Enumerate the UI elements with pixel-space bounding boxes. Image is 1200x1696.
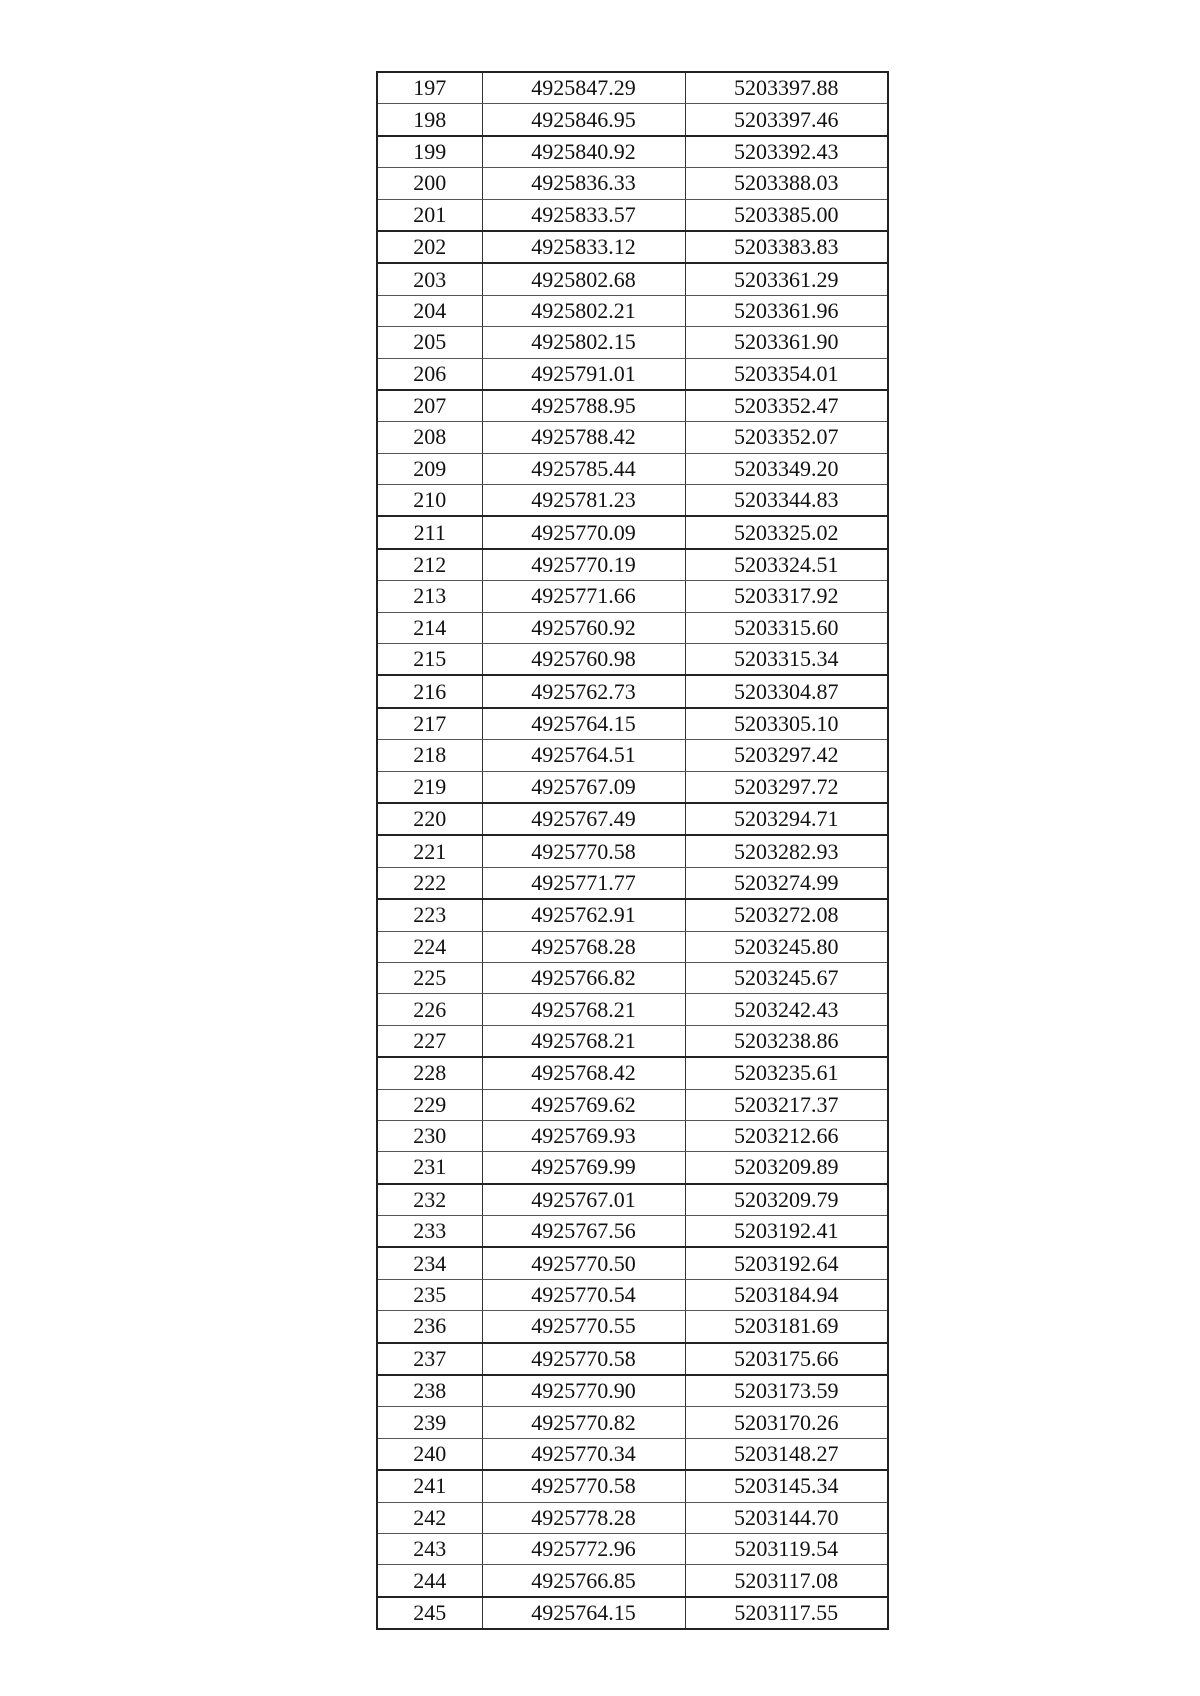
table-row (377, 1247, 888, 1279)
y-coordinate-cell: 5203392.43 (685, 136, 888, 168)
table-row (377, 899, 888, 931)
y-coordinate-cell: 5203173.59 (685, 1375, 888, 1407)
table-row (377, 1407, 888, 1438)
point-number-cell: 221 (377, 835, 482, 867)
point-number-cell: 229 (377, 1089, 482, 1120)
x-coordinate-cell: 4925770.82 (482, 1407, 685, 1438)
y-coordinate-cell: 5203145.34 (685, 1470, 888, 1502)
x-coordinate-cell: 4925778.28 (482, 1502, 685, 1533)
point-number-cell: 212 (377, 549, 482, 581)
y-coordinate-cell: 5203184.94 (685, 1279, 888, 1310)
table-row (377, 199, 888, 231)
table-row (377, 1311, 888, 1343)
x-coordinate-cell: 4925770.34 (482, 1438, 685, 1470)
point-number-cell: 245 (377, 1597, 482, 1629)
table-row (377, 358, 888, 390)
y-coordinate-cell: 5203383.83 (685, 231, 888, 263)
y-coordinate-cell: 5203209.89 (685, 1152, 888, 1184)
table-row (377, 803, 888, 835)
point-number-cell: 233 (377, 1216, 482, 1248)
point-number-cell: 232 (377, 1184, 482, 1216)
x-coordinate-cell: 4925768.28 (482, 931, 685, 962)
point-number-cell: 238 (377, 1375, 482, 1407)
x-coordinate-cell: 4925802.68 (482, 263, 685, 295)
y-coordinate-cell: 5203349.20 (685, 453, 888, 484)
table-row (377, 136, 888, 168)
point-number-cell: 227 (377, 1025, 482, 1057)
point-number-cell: 224 (377, 931, 482, 962)
table-row (377, 295, 888, 326)
y-coordinate-cell: 5203315.34 (685, 644, 888, 676)
point-number-cell: 203 (377, 263, 482, 295)
y-coordinate-cell: 5203388.03 (685, 168, 888, 199)
point-number-cell: 201 (377, 199, 482, 231)
point-number-cell: 236 (377, 1311, 482, 1343)
x-coordinate-cell: 4925762.91 (482, 899, 685, 931)
y-coordinate-cell: 5203344.83 (685, 485, 888, 517)
point-number-cell: 197 (377, 72, 482, 104)
x-coordinate-cell: 4925770.90 (482, 1375, 685, 1407)
point-number-cell: 231 (377, 1152, 482, 1184)
y-coordinate-cell: 5203144.70 (685, 1502, 888, 1533)
point-number-cell: 218 (377, 740, 482, 771)
point-number-cell: 226 (377, 994, 482, 1025)
y-coordinate-cell: 5203315.60 (685, 612, 888, 643)
y-coordinate-cell: 5203238.86 (685, 1025, 888, 1057)
point-number-cell: 215 (377, 644, 482, 676)
point-number-cell: 208 (377, 422, 482, 453)
point-number-cell: 211 (377, 516, 482, 548)
table-row (377, 1343, 888, 1375)
table-row (377, 1025, 888, 1057)
y-coordinate-cell: 5203119.54 (685, 1533, 888, 1564)
x-coordinate-cell: 4925769.99 (482, 1152, 685, 1184)
y-coordinate-cell: 5203352.47 (685, 390, 888, 422)
point-number-cell: 216 (377, 675, 482, 707)
y-coordinate-cell: 5203361.29 (685, 263, 888, 295)
table-row (377, 1597, 888, 1629)
x-coordinate-cell: 4925762.73 (482, 675, 685, 707)
table-row (377, 675, 888, 707)
table-row (377, 835, 888, 867)
y-coordinate-cell: 5203209.79 (685, 1184, 888, 1216)
y-coordinate-cell: 5203325.02 (685, 516, 888, 548)
table-row (377, 1438, 888, 1470)
y-coordinate-cell: 5203212.66 (685, 1120, 888, 1151)
point-number-cell: 222 (377, 867, 482, 899)
point-number-cell: 228 (377, 1057, 482, 1089)
table-row (377, 612, 888, 643)
y-coordinate-cell: 5203117.08 (685, 1565, 888, 1597)
point-number-cell: 198 (377, 104, 482, 136)
point-number-cell: 235 (377, 1279, 482, 1310)
x-coordinate-cell: 4925764.51 (482, 740, 685, 771)
x-coordinate-cell: 4925768.21 (482, 994, 685, 1025)
table-row (377, 104, 888, 136)
point-number-cell: 223 (377, 899, 482, 931)
table-row (377, 740, 888, 771)
x-coordinate-cell: 4925770.55 (482, 1311, 685, 1343)
point-number-cell: 225 (377, 962, 482, 993)
point-number-cell: 207 (377, 390, 482, 422)
y-coordinate-cell: 5203361.96 (685, 295, 888, 326)
table-row (377, 549, 888, 581)
x-coordinate-cell: 4925767.01 (482, 1184, 685, 1216)
x-coordinate-cell: 4925767.09 (482, 771, 685, 803)
point-number-cell: 230 (377, 1120, 482, 1151)
point-number-cell: 241 (377, 1470, 482, 1502)
y-coordinate-cell: 5203148.27 (685, 1438, 888, 1470)
point-number-cell: 217 (377, 708, 482, 740)
table-row (377, 1089, 888, 1120)
point-number-cell: 242 (377, 1502, 482, 1533)
point-number-cell: 219 (377, 771, 482, 803)
y-coordinate-cell: 5203305.10 (685, 708, 888, 740)
y-coordinate-cell: 5203217.37 (685, 1089, 888, 1120)
table-row (377, 1470, 888, 1502)
x-coordinate-cell: 4925802.15 (482, 327, 685, 358)
y-coordinate-cell: 5203304.87 (685, 675, 888, 707)
x-coordinate-cell: 4925788.42 (482, 422, 685, 453)
x-coordinate-cell: 4925802.21 (482, 295, 685, 326)
table-row (377, 994, 888, 1025)
x-coordinate-cell: 4925840.92 (482, 136, 685, 168)
x-coordinate-cell: 4925768.42 (482, 1057, 685, 1089)
y-coordinate-cell: 5203297.42 (685, 740, 888, 771)
x-coordinate-cell: 4925836.33 (482, 168, 685, 199)
point-number-cell: 210 (377, 485, 482, 517)
y-coordinate-cell: 5203397.88 (685, 72, 888, 104)
table-row (377, 1184, 888, 1216)
x-coordinate-cell: 4925764.15 (482, 708, 685, 740)
coordinates-table (376, 71, 889, 1630)
table-row (377, 72, 888, 104)
point-number-cell: 204 (377, 295, 482, 326)
x-coordinate-cell: 4925847.29 (482, 72, 685, 104)
x-coordinate-cell: 4925770.09 (482, 516, 685, 548)
point-number-cell: 240 (377, 1438, 482, 1470)
table-row (377, 263, 888, 295)
x-coordinate-cell: 4925770.58 (482, 835, 685, 867)
y-coordinate-cell: 5203282.93 (685, 835, 888, 867)
table-row (377, 1057, 888, 1089)
y-coordinate-cell: 5203352.07 (685, 422, 888, 453)
y-coordinate-cell: 5203181.69 (685, 1311, 888, 1343)
x-coordinate-cell: 4925770.50 (482, 1247, 685, 1279)
table-row (377, 453, 888, 484)
table-row (377, 1533, 888, 1564)
table-row (377, 1152, 888, 1184)
x-coordinate-cell: 4925766.82 (482, 962, 685, 993)
point-number-cell: 205 (377, 327, 482, 358)
table-row (377, 485, 888, 517)
table-row (377, 962, 888, 993)
y-coordinate-cell: 5203294.71 (685, 803, 888, 835)
table-row (377, 644, 888, 676)
point-number-cell: 220 (377, 803, 482, 835)
x-coordinate-cell: 4925771.77 (482, 867, 685, 899)
x-coordinate-cell: 4925769.93 (482, 1120, 685, 1151)
x-coordinate-cell: 4925770.54 (482, 1279, 685, 1310)
table-row (377, 1120, 888, 1151)
point-number-cell: 243 (377, 1533, 482, 1564)
y-coordinate-cell: 5203324.51 (685, 549, 888, 581)
x-coordinate-cell: 4925788.95 (482, 390, 685, 422)
table-row (377, 708, 888, 740)
y-coordinate-cell: 5203385.00 (685, 199, 888, 231)
point-number-cell: 213 (377, 581, 482, 612)
x-coordinate-cell: 4925760.98 (482, 644, 685, 676)
table-row (377, 581, 888, 612)
table-row (377, 1375, 888, 1407)
y-coordinate-cell: 5203175.66 (685, 1343, 888, 1375)
x-coordinate-cell: 4925760.92 (482, 612, 685, 643)
x-coordinate-cell: 4925767.49 (482, 803, 685, 835)
y-coordinate-cell: 5203245.80 (685, 931, 888, 962)
x-coordinate-cell: 4925766.85 (482, 1565, 685, 1597)
x-coordinate-cell: 4925785.44 (482, 453, 685, 484)
y-coordinate-cell: 5203235.61 (685, 1057, 888, 1089)
y-coordinate-cell: 5203317.92 (685, 581, 888, 612)
table-row (377, 168, 888, 199)
table-row (377, 1565, 888, 1597)
y-coordinate-cell: 5203272.08 (685, 899, 888, 931)
table-row (377, 422, 888, 453)
x-coordinate-cell: 4925770.19 (482, 549, 685, 581)
table-row (377, 1502, 888, 1533)
y-coordinate-cell: 5203297.72 (685, 771, 888, 803)
x-coordinate-cell: 4925768.21 (482, 1025, 685, 1057)
table-row (377, 390, 888, 422)
table-row (377, 771, 888, 803)
x-coordinate-cell: 4925767.56 (482, 1216, 685, 1248)
point-number-cell: 200 (377, 168, 482, 199)
point-number-cell: 234 (377, 1247, 482, 1279)
x-coordinate-cell: 4925770.58 (482, 1470, 685, 1502)
point-number-cell: 206 (377, 358, 482, 390)
point-number-cell: 199 (377, 136, 482, 168)
point-number-cell: 209 (377, 453, 482, 484)
coordinates-table-body (377, 72, 888, 1629)
y-coordinate-cell: 5203170.26 (685, 1407, 888, 1438)
x-coordinate-cell: 4925833.57 (482, 199, 685, 231)
point-number-cell: 202 (377, 231, 482, 263)
table-row (377, 1279, 888, 1310)
y-coordinate-cell: 5203245.67 (685, 962, 888, 993)
y-coordinate-cell: 5203192.41 (685, 1216, 888, 1248)
table-row (377, 867, 888, 899)
x-coordinate-cell: 4925772.96 (482, 1533, 685, 1564)
y-coordinate-cell: 5203117.55 (685, 1597, 888, 1629)
table-row (377, 1216, 888, 1248)
x-coordinate-cell: 4925769.62 (482, 1089, 685, 1120)
x-coordinate-cell: 4925771.66 (482, 581, 685, 612)
y-coordinate-cell: 5203242.43 (685, 994, 888, 1025)
table-row (377, 231, 888, 263)
point-number-cell: 239 (377, 1407, 482, 1438)
x-coordinate-cell: 4925770.58 (482, 1343, 685, 1375)
x-coordinate-cell: 4925791.01 (482, 358, 685, 390)
y-coordinate-cell: 5203274.99 (685, 867, 888, 899)
x-coordinate-cell: 4925781.23 (482, 485, 685, 517)
x-coordinate-cell: 4925764.15 (482, 1597, 685, 1629)
y-coordinate-cell: 5203354.01 (685, 358, 888, 390)
y-coordinate-cell: 5203361.90 (685, 327, 888, 358)
x-coordinate-cell: 4925846.95 (482, 104, 685, 136)
table-row (377, 931, 888, 962)
point-number-cell: 237 (377, 1343, 482, 1375)
table-row (377, 516, 888, 548)
table-row (377, 327, 888, 358)
y-coordinate-cell: 5203397.46 (685, 104, 888, 136)
x-coordinate-cell: 4925833.12 (482, 231, 685, 263)
y-coordinate-cell: 5203192.64 (685, 1247, 888, 1279)
point-number-cell: 244 (377, 1565, 482, 1597)
point-number-cell: 214 (377, 612, 482, 643)
